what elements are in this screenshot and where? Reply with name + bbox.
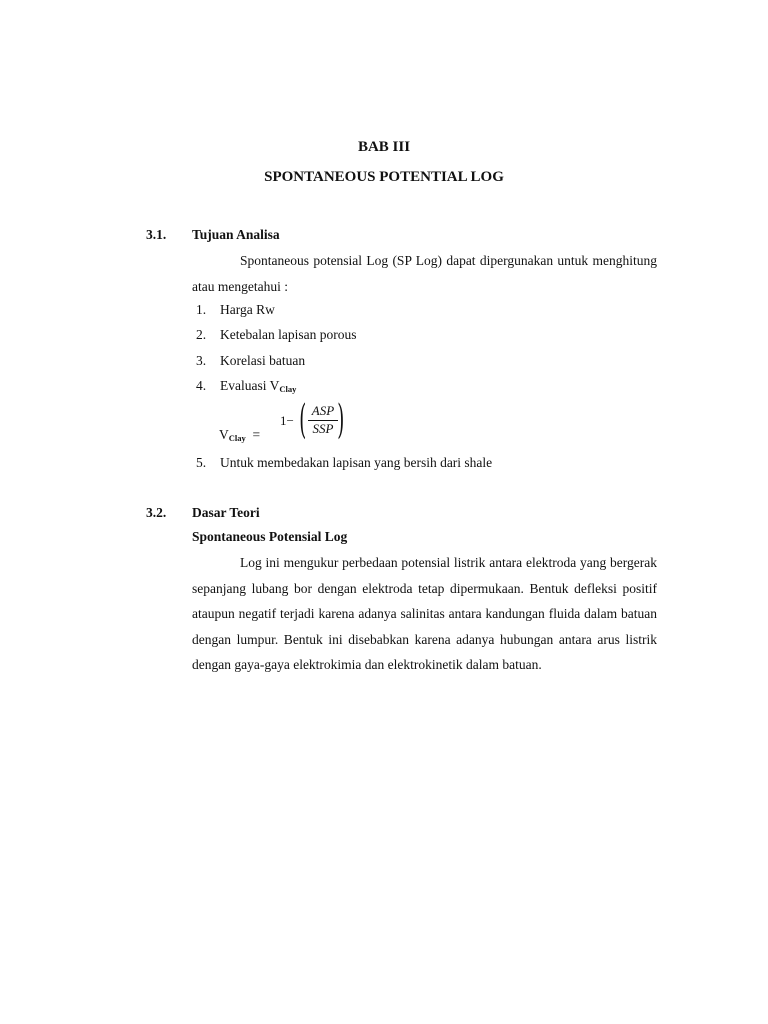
formula-one-minus: 1−	[280, 413, 294, 428]
formula-denominator: SSP	[312, 421, 334, 436]
chapter-title: SPONTANEOUS POTENTIAL LOG	[264, 169, 504, 185]
list-item-text: Harga Rw	[220, 302, 275, 317]
formula-lhs-subscript: Clay	[228, 433, 246, 443]
list-item-text: Untuk membedakan lapisan yang bersih dari shale	[220, 455, 493, 470]
list-item-text: Ketebalan lapisan porous	[220, 327, 357, 342]
section-2-body	[192, 550, 657, 678]
list-item-subscript: Clay	[279, 384, 297, 394]
list-item-number: 3.	[196, 353, 207, 368]
list-item-number: 1.	[196, 302, 207, 317]
section-1-intro	[192, 248, 657, 299]
section-1-title: Tujuan Analisa	[192, 227, 280, 242]
section-2-number: 3.2.	[146, 505, 167, 520]
list-item-number: 2.	[196, 327, 207, 342]
formula-numerator: ASP	[311, 403, 335, 418]
vclay-formula	[219, 399, 419, 445]
formula-right-paren: )	[337, 397, 345, 443]
list-item	[196, 378, 296, 394]
list-item-text: Evaluasi V	[220, 378, 280, 393]
list-item-number: 5.	[196, 455, 207, 470]
section-2-body-text: Log ini mengukur perbedaan potensial listrik antara elektroda yang bergerak sepanjang lubang bor dengan elektroda tetap dipermukaan. Bentuk defleksi positif ataupun negatif terjadi karena adanya salinitas antara kandungan fluida dalam batuan dengan lumpur. Bentuk ini disebabkan karena adanya hubungan antara arus listrik dengan gaya-gaya elektrokimia dan elektrokinetik dalam batuan.	[192, 555, 657, 672]
list-item	[196, 327, 356, 343]
formula-lhs	[219, 427, 260, 443]
list-item-number: 4.	[196, 378, 207, 393]
list-item-text: Korelasi batuan	[220, 353, 306, 368]
list-item	[196, 353, 305, 369]
formula-equals: =	[252, 427, 261, 442]
section-1-number: 3.1.	[146, 227, 167, 242]
formula-left-paren: (	[299, 397, 307, 443]
formula-lhs-symbol: V	[219, 427, 229, 442]
section-2-subtitle: Spontaneous Potensial Log	[192, 529, 348, 544]
chapter-label: BAB III	[357, 139, 411, 155]
section-1-intro-text: Spontaneous potensial Log (SP Log) dapat dipergunakan untuk menghitung atau mengetahui :	[192, 253, 657, 294]
list-item	[196, 455, 492, 471]
section-2-title: Dasar Teori	[192, 505, 260, 520]
formula-fraction	[307, 403, 339, 438]
list-item	[196, 302, 275, 318]
